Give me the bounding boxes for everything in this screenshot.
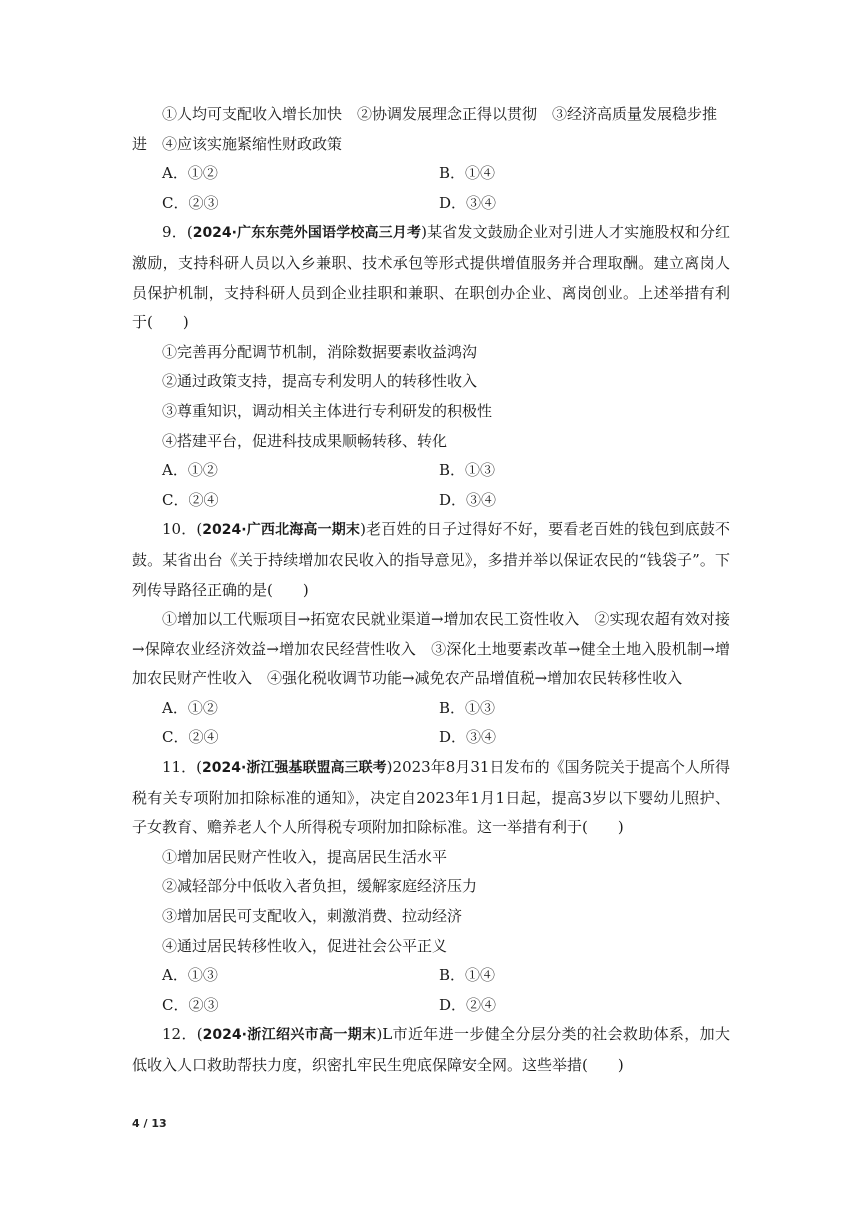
q9-statement-1: ①完善再分配调节机制，消除数据要素收益鸿沟 — [162, 342, 478, 361]
q11-option-d[interactable]: D．②④ — [439, 995, 497, 1014]
q9-statement-3: ③尊重知识，调动相关主体进行专利研发的积极性 — [162, 401, 493, 420]
q8-options-row2 — [132, 189, 730, 219]
q11-statement-3: ③增加居民可支配收入，刺激消费、拉动经济 — [162, 907, 463, 926]
q8-option-d[interactable]: D．③④ — [439, 193, 497, 212]
page-content — [132, 100, 730, 1081]
q9-number: 9．( — [162, 223, 193, 242]
q9-stem — [132, 218, 730, 337]
q9-stem-text: )某省发文鼓励企业对引进人才实施股权和分红激励，支持科研人员以入乡兼职、技术承包等形式提供增值服务并合理取酬。建立离岗人员保护机制，支持科研人员到企业挂职和兼职、在职创办企业、离岗创业。上述举措有利于( ) — [132, 223, 730, 332]
q8-statement-line1: ①人均可支配收入增长加快 ②协调发展理念正得以贯彻 ③经济高质量发展稳步推 — [162, 105, 718, 123]
q12-stem-text: )L市近年进一步健全分层分类的社会救助体系，加大低收入人口救助帮扶力度，织密扎牢民生兜底保障安全网。这些举措( ) — [132, 1025, 730, 1074]
q10-number: 10．( — [162, 520, 203, 539]
q9-option-c[interactable]: C．②④ — [162, 490, 219, 509]
q11-option-a[interactable]: A．①③ — [162, 966, 218, 985]
q9-option-d[interactable]: D．③④ — [439, 490, 497, 509]
q11-stem — [132, 753, 730, 843]
q11-options-row2 — [132, 991, 730, 1021]
q8-statement-line2: 进 ④应该实施紧缩性财政政策 — [132, 134, 343, 153]
q11-stem-text: )2023年8月31日发布的《国务院关于提高个人所得税有关专项附加扣除标准的通知》，决定自2023年1月1日起，提高3岁以下婴幼儿照护、子女教育、赡养老人个人所得税专项附加扣除标准。这一举措有利于( ) — [132, 758, 730, 837]
q10-statements: ①增加以工代赈项目→拓宽农民就业渠道→增加农民工资性收入 ②实现农超有效对接→保障农业经济效益→增加农民经营性收入 ③深化土地要素改革→健全土地入股机制→增加农民财产性收入 ④强化税收调节功能→减免农产品增值税→增加农民转移性收入 — [132, 610, 730, 688]
q9-statement-2: ②通过政策支持，提高专利发明人的转移性收入 — [162, 372, 478, 391]
q12-stem — [132, 1020, 730, 1080]
q9-source: 2024·广东东莞外国语学校高三月考 — [192, 225, 422, 242]
q9-statement-4: ④搭建平台，促进科技成果顺畅转移、转化 — [162, 431, 448, 450]
q11-statement-2: ②减轻部分中低收入者负担，缓解家庭经济压力 — [162, 877, 478, 896]
page-number: 4 / 13 — [132, 1117, 167, 1130]
q10-option-a[interactable]: A．①② — [162, 698, 218, 717]
q11-statement-4: ④通过居民转移性收入，促进社会公平正义 — [162, 936, 448, 955]
q9-option-b[interactable]: B．①③ — [439, 461, 496, 480]
q10-options-row2 — [132, 723, 730, 753]
q11-option-b[interactable]: B．①④ — [439, 966, 496, 985]
q8-option-b[interactable]: B．①④ — [439, 164, 496, 183]
q8-option-a[interactable]: A．①② — [162, 164, 218, 183]
q11-statement-1: ①增加居民财产性收入，提高居民生活水平 — [162, 847, 448, 866]
q10-source: 2024·广西北海高一期末 — [202, 522, 361, 539]
q10-option-d[interactable]: D．③④ — [439, 728, 497, 747]
q9-option-a[interactable]: A．①② — [162, 461, 218, 480]
q10-stem — [132, 515, 730, 605]
q11-option-c[interactable]: C．②③ — [162, 995, 219, 1014]
q9-options-row2 — [132, 486, 730, 516]
q10-option-b[interactable]: B．①③ — [439, 698, 496, 717]
q10-stem-text: )老百姓的日子过得好不好，要看老百姓的钱包到底鼓不鼓。某省出台《关于持续增加农民收入的指导意见》，多措并举以保证农民的“钱袋子”。下列传导路径正确的是( ) — [132, 520, 730, 599]
q11-source: 2024·浙江强基联盟高三联考 — [202, 760, 387, 777]
q8-options-row1 — [132, 159, 730, 189]
q12-source: 2024·浙江绍兴市高一期末 — [202, 1027, 377, 1044]
q11-options-row1 — [132, 961, 730, 991]
q11-number: 11．( — [162, 758, 203, 777]
q10-options-row1 — [132, 694, 730, 724]
q8-option-c[interactable]: C．②③ — [162, 193, 219, 212]
q10-option-c[interactable]: C．②④ — [162, 728, 219, 747]
q12-number: 12．( — [162, 1025, 203, 1044]
q9-options-row1 — [132, 456, 730, 486]
